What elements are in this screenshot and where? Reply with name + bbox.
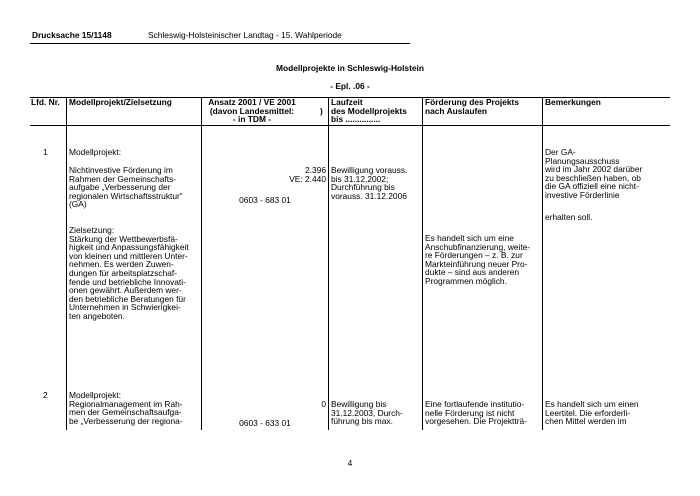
header-project: Modellprojekt/Zielsetzung [69, 97, 172, 107]
table-header-rule [30, 125, 670, 126]
page-title: Modellprojekte in Schleswig-Holstein [276, 63, 424, 73]
bemerkungen-text: Der GA- Planungsausschuss wird im Jahr 2002 darüber zu beschließen haben, ob die GA offiziell eine nicht- investive Förderlinie [545, 147, 643, 200]
budget-title: 0603 - 633 01 [239, 418, 291, 428]
document-number: Drucksache 15/1148 [32, 30, 112, 40]
bemerkungen-continued: erhalten soll. [545, 212, 593, 222]
column-divider [422, 97, 423, 430]
ansatz-value: 0 [321, 399, 326, 409]
project-text: Modellprojekt: Regionalmanagement im Rah- men der Gemeinschaftsaufga- be „Verbesserung der regiona- [69, 390, 183, 426]
row-number: 2 [43, 390, 48, 400]
header-lfd-nr: Lfd. Nr. [31, 97, 60, 107]
header-ansatz-line3: - in TDM - [232, 114, 272, 125]
foerderung-text: Es handelt sich um eine Anschubfinanzierung, weite- re Förderungen – z. B. zur Markteinführung neuer Pro- dukte – sind aus anderen Programmen möglich. [425, 233, 531, 286]
column-divider [201, 97, 202, 430]
column-divider [542, 97, 543, 430]
column-divider [66, 97, 67, 430]
budget-title: 0603 - 683 01 [239, 195, 291, 205]
column-divider [328, 97, 329, 430]
laufzeit-text: Bewilligung vorauss. bis 31.12.2002; Durchführung bis vorauss. 31.12.2006 [331, 165, 408, 201]
page-number: 4 [347, 458, 353, 468]
header-ansatz-paren: ) [320, 105, 323, 116]
header-ansatz-line2: (davon Landesmittel: [209, 105, 295, 116]
laufzeit-text: Bewilligung bis 31.12.2003, Durch- führung bis max. [331, 399, 403, 427]
parliament-title: Schleswig-Holsteinischer Landtag - 15. Wahlperiode [148, 30, 342, 40]
header-ansatz-line1: Ansatz 2001 / VE 2001 [208, 97, 296, 107]
row-number: 1 [43, 147, 48, 157]
header-bemerkungen: Bemerkungen [545, 97, 601, 107]
project-description: Nichtinvestive Förderung im Rahmen der Gemeinschafts- aufgabe „Verbesserung der regionalen Wirtschaftsstruktur“ (GA) [69, 165, 183, 210]
project-goal: Zielsetzung: Stärkung der Wettbewerbsfä- higkeit und Anpassungsfähigkeit von kleinen und mittleren Unter- nehmen. Es werden Zuwen- dungen für arbeitsplatzschaf- fende und betriebliche Innovati- onen gewährt. Außerdem wer- den betriebliche Beratungen für Unternehmen in Schwierigkei- ten angeboten. [69, 225, 189, 321]
page-subtitle: - Epl. .06 - [330, 81, 370, 91]
foerderung-text: Eine fortlaufende institutio- nelle Förderung ist nicht vorgesehen. Die Projektträ- [425, 399, 527, 427]
bemerkungen-text: Es handelt sich um einen Leertitel. Die erforderli- chen Mittel werden im [545, 399, 639, 427]
header-rule [30, 43, 410, 44]
header-laufzeit: Laufzeit des Modellprojekts bis ............... [331, 97, 407, 125]
ve-value: VE: 2.440 [289, 173, 326, 184]
project-label: Modellprojekt: [69, 147, 122, 157]
ansatz-value: 2.396 [305, 165, 326, 175]
header-foerderung: Förderung des Projekts nach Auslaufen [425, 97, 520, 116]
